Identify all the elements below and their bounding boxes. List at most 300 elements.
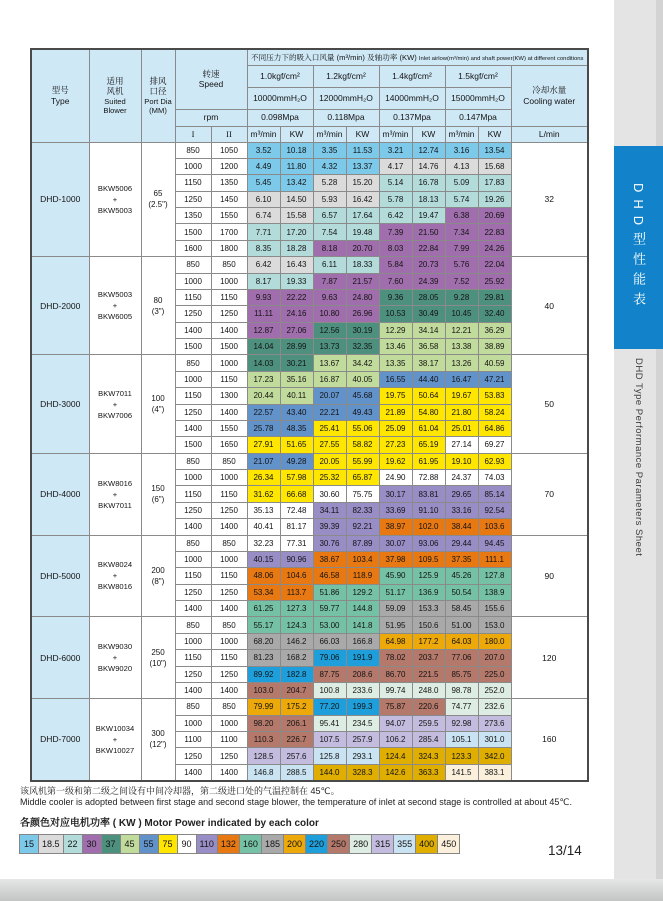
- flow-cell: 29.65: [445, 486, 478, 502]
- speed-ii-cell: 1500: [211, 339, 247, 355]
- flow-cell: 6.38: [445, 208, 478, 224]
- kw-cell: 324.3: [412, 748, 445, 764]
- flow-cell: 51.00: [445, 617, 478, 633]
- kw-cell: 17.83: [478, 175, 511, 191]
- kw-cell: 129.2: [346, 584, 379, 600]
- model-cell: DHD-2000: [31, 257, 89, 355]
- legend-item: 30: [82, 834, 102, 854]
- speed-i-cell: 1400: [175, 682, 211, 698]
- speed-ii-cell: 1150: [211, 650, 247, 666]
- kw-cell: 49.28: [280, 453, 313, 469]
- speed-ii-cell: 1250: [211, 748, 247, 764]
- kw-cell: 61.95: [412, 453, 445, 469]
- flow-cell: 77.06: [445, 650, 478, 666]
- flow-cell: 39.39: [313, 519, 346, 535]
- sidebar-tab-en: [614, 358, 663, 688]
- table-row: [31, 617, 588, 633]
- port-label: 口径: [149, 86, 167, 97]
- flow-cell: 10.45: [445, 306, 478, 322]
- flow-cell: 16.55: [379, 371, 412, 387]
- flow-cell: 16.47: [445, 371, 478, 387]
- flow-cell: 19.10: [445, 453, 478, 469]
- kw-cell: 38.17: [412, 355, 445, 371]
- conditions-span-title: [247, 49, 588, 65]
- kw-cell: 24.80: [346, 289, 379, 305]
- kw-cell: 92.54: [478, 502, 511, 518]
- col-header-type: [31, 49, 89, 142]
- cooling-water-cell: 90: [511, 535, 588, 617]
- kw-cell: 208.6: [346, 666, 379, 682]
- page-number: 13/14: [548, 843, 582, 858]
- flow-cell: 78.02: [379, 650, 412, 666]
- kw-cell: 32.40: [478, 306, 511, 322]
- flow-cell: 105.1: [445, 732, 478, 748]
- flow-cell: 4.49: [247, 158, 280, 174]
- pressure-mpa-2: 0.118Mpa: [313, 109, 379, 126]
- speed-ii-cell: 1800: [211, 240, 247, 256]
- kw-cell: 175.2: [280, 699, 313, 715]
- flow-cell: 13.46: [379, 339, 412, 355]
- kw-cell: 91.10: [412, 502, 445, 518]
- cooling-label-en: Cooling water: [523, 95, 576, 106]
- kw-cell: 19.47: [412, 208, 445, 224]
- kw-cell: 32.35: [346, 339, 379, 355]
- legend-item: 132: [217, 834, 240, 854]
- flow-cell: 13.26: [445, 355, 478, 371]
- kw-cell: 16.78: [412, 175, 445, 191]
- speed-i-cell: 1400: [175, 519, 211, 535]
- port-cell: 250 (10"): [141, 617, 175, 699]
- kw-cell: 233.6: [346, 682, 379, 698]
- speed-ii-cell: 1200: [211, 158, 247, 174]
- flow-cell: 20.44: [247, 388, 280, 404]
- flow-cell: 6.42: [247, 257, 280, 273]
- kw-cell: 55.99: [346, 453, 379, 469]
- flow-cell: 123.3: [445, 748, 478, 764]
- flow-cell: 77.20: [313, 699, 346, 715]
- kw-cell: 57.98: [280, 470, 313, 486]
- kw-cell: 22.04: [478, 257, 511, 273]
- sidebar-tab-cn[interactable]: [614, 146, 663, 349]
- flow-cell: 40.41: [247, 519, 280, 535]
- performance-table: [30, 48, 589, 782]
- kw-cell: 144.8: [346, 601, 379, 617]
- flow-cell: 142.6: [379, 764, 412, 780]
- cooling-water-cell: 160: [511, 699, 588, 781]
- speed-i-cell: 1350: [175, 208, 211, 224]
- kw-cell: 155.6: [478, 601, 511, 617]
- flow-cell: 48.06: [247, 568, 280, 584]
- flow-cell: 7.52: [445, 273, 478, 289]
- flow-cell: 33.16: [445, 502, 478, 518]
- kw-cell: 328.3: [346, 764, 379, 780]
- kw-cell: 153.0: [478, 617, 511, 633]
- flow-cell: 6.42: [379, 208, 412, 224]
- speed-i-cell: 1250: [175, 584, 211, 600]
- flow-cell: 7.60: [379, 273, 412, 289]
- kw-cell: 64.86: [478, 420, 511, 436]
- pressure-mmh2o-2: 12000mmH₂O: [313, 87, 379, 109]
- table-row: [31, 699, 588, 715]
- speed-ii-cell: 1000: [211, 273, 247, 289]
- speed-ii-cell: 1000: [211, 355, 247, 371]
- flow-cell: 5.78: [379, 191, 412, 207]
- kw-cell: 138.9: [478, 584, 511, 600]
- kw-cell: 15.58: [280, 208, 313, 224]
- flow-cell: 53.00: [313, 617, 346, 633]
- kw-cell: 273.6: [478, 715, 511, 731]
- flow-cell: 95.41: [313, 715, 346, 731]
- speed-i-cell: 850: [175, 453, 211, 469]
- port-cell: 65 (2.5"): [141, 142, 175, 257]
- kw-cell: 20.69: [478, 208, 511, 224]
- cooling-label-cn: 冷却水量: [532, 84, 567, 95]
- kw-cell: 17.20: [280, 224, 313, 240]
- flow-cell: 59.09: [379, 601, 412, 617]
- flow-cell: 4.13: [445, 158, 478, 174]
- flow-cell: 5.45: [247, 175, 280, 191]
- speed-ii-cell: 1550: [211, 208, 247, 224]
- flow-cell: 25.78: [247, 420, 280, 436]
- flow-cell: 35.13: [247, 502, 280, 518]
- legend-item: 22: [63, 834, 83, 854]
- flow-cell: 31.62: [247, 486, 280, 502]
- flow-cell: 128.5: [247, 748, 280, 764]
- kw-cell: 66.68: [280, 486, 313, 502]
- flow-cell: 13.35: [379, 355, 412, 371]
- kw-cell: 221.5: [412, 666, 445, 682]
- kw-cell: 85.14: [478, 486, 511, 502]
- speed-i-cell: 850: [175, 699, 211, 715]
- flow-cell: 13.38: [445, 339, 478, 355]
- port-cell: 100 (4"): [141, 355, 175, 453]
- kw-cell: 19.33: [280, 273, 313, 289]
- rpm-label: rpm: [175, 109, 247, 126]
- speed-i-cell: 1250: [175, 666, 211, 682]
- kw-cell: 15.20: [346, 175, 379, 191]
- flow-cell: 68.20: [247, 633, 280, 649]
- pressure-mmh2o-4: 15000mmH₂O: [445, 87, 511, 109]
- flow-cell: 8.18: [313, 240, 346, 256]
- legend-item: 450: [437, 834, 460, 854]
- speed-ii-cell: 1000: [211, 633, 247, 649]
- kw-cell: 19.26: [478, 191, 511, 207]
- flow-cell: 107.5: [313, 732, 346, 748]
- kw-cell: 65.87: [346, 470, 379, 486]
- speed-ii-cell: 850: [211, 699, 247, 715]
- kw-cell: 127.3: [280, 601, 313, 617]
- kw-cell: 22.84: [412, 240, 445, 256]
- kw-cell: 285.4: [412, 732, 445, 748]
- model-cell: DHD-1000: [31, 142, 89, 257]
- speed-i-cell: 1400: [175, 764, 211, 780]
- flow-cell: 6.10: [247, 191, 280, 207]
- kw-cell: 16.42: [346, 191, 379, 207]
- col-header-cooling: [511, 65, 588, 126]
- flow-cell: 51.95: [379, 617, 412, 633]
- speed-ii-cell: 1100: [211, 732, 247, 748]
- port-cell: 200 (8"): [141, 535, 175, 617]
- flow-cell: 30.76: [313, 535, 346, 551]
- flow-cell: 12.21: [445, 322, 478, 338]
- flow-cell: 22.57: [247, 404, 280, 420]
- speed-col-ii: II: [211, 126, 247, 142]
- speed-i-cell: 1000: [175, 633, 211, 649]
- flow-cell: 5.84: [379, 257, 412, 273]
- speed-i-cell: 850: [175, 257, 211, 273]
- flow-cell: 38.97: [379, 519, 412, 535]
- flow-cell: 27.23: [379, 437, 412, 453]
- flow-cell: 99.74: [379, 682, 412, 698]
- flow-cell: 46.58: [313, 568, 346, 584]
- kw-unit-label: KW: [412, 126, 445, 142]
- flow-cell: 12.87: [247, 322, 280, 338]
- kw-cell: 259.5: [412, 715, 445, 731]
- kw-cell: 74.03: [478, 470, 511, 486]
- blower-cell: BKW8024 + BKW8016: [89, 535, 141, 617]
- kw-cell: 19.48: [346, 224, 379, 240]
- kw-cell: 35.16: [280, 371, 313, 387]
- flow-cell: 25.01: [445, 420, 478, 436]
- sidebar-tab-cn-label: DHD型性能表: [631, 182, 646, 313]
- speed-i-cell: 1000: [175, 273, 211, 289]
- speed-label-en: Speed: [198, 79, 224, 90]
- port-cell: 80 (3"): [141, 257, 175, 355]
- flow-cell: 9.28: [445, 289, 478, 305]
- kw-cell: 234.5: [346, 715, 379, 731]
- flow-cell: 51.86: [313, 584, 346, 600]
- speed-ii-cell: 1650: [211, 437, 247, 453]
- kw-cell: 14.76: [412, 158, 445, 174]
- kw-cell: 13.54: [478, 142, 511, 158]
- flow-cell: 20.05: [313, 453, 346, 469]
- kw-cell: 104.6: [280, 568, 313, 584]
- flow-cell: 27.55: [313, 437, 346, 453]
- kw-cell: 36.29: [478, 322, 511, 338]
- kw-cell: 125.9: [412, 568, 445, 584]
- kw-cell: 20.73: [412, 257, 445, 273]
- pressure-kgf-3: 1.4kgf/cm²: [379, 65, 445, 87]
- kw-cell: 77.31: [280, 535, 313, 551]
- flow-cell: 24.90: [379, 470, 412, 486]
- speed-label-cn: 转速: [202, 68, 220, 79]
- table-row: [31, 257, 588, 273]
- kw-cell: 28.05: [412, 289, 445, 305]
- speed-ii-cell: 1250: [211, 584, 247, 600]
- legend-item: 45: [120, 834, 140, 854]
- speed-ii-cell: 1250: [211, 502, 247, 518]
- flow-cell: 53.34: [247, 584, 280, 600]
- kw-cell: 150.6: [412, 617, 445, 633]
- kw-cell: 146.2: [280, 633, 313, 649]
- flow-cell: 6.57: [313, 208, 346, 224]
- kw-cell: 30.19: [346, 322, 379, 338]
- flow-cell: 17.23: [247, 371, 280, 387]
- flow-cell: 64.98: [379, 633, 412, 649]
- kw-cell: 102.0: [412, 519, 445, 535]
- kw-cell: 93.06: [412, 535, 445, 551]
- col-header-speed: [175, 49, 247, 109]
- speed-ii-cell: 850: [211, 617, 247, 633]
- flow-cell: 24.37: [445, 470, 478, 486]
- kw-cell: 342.0: [478, 748, 511, 764]
- flow-cell: 50.54: [445, 584, 478, 600]
- kw-cell: 103.4: [346, 551, 379, 567]
- port-label-unit: (MM): [149, 106, 167, 116]
- kw-cell: 199.3: [346, 699, 379, 715]
- table-row: [31, 453, 588, 469]
- kw-cell: 40.59: [478, 355, 511, 371]
- model-cell: DHD-4000: [31, 453, 89, 535]
- flow-cell: 11.11: [247, 306, 280, 322]
- speed-i-cell: 1150: [175, 388, 211, 404]
- flow-cell: 25.09: [379, 420, 412, 436]
- kw-cell: 69.27: [478, 437, 511, 453]
- flow-cell: 30.07: [379, 535, 412, 551]
- span-title-en: Inlet airlow(m³/min) and shaft power(KW) at different conditions: [418, 55, 584, 62]
- flow-cell: 94.07: [379, 715, 412, 731]
- pressure-kgf-1: 1.0kgf/cm²: [247, 65, 313, 87]
- flow-cell: 61.25: [247, 601, 280, 617]
- speed-i-cell: 1500: [175, 339, 211, 355]
- speed-ii-cell: 1250: [211, 666, 247, 682]
- speed-i-cell: 1250: [175, 191, 211, 207]
- kw-cell: 136.9: [412, 584, 445, 600]
- blower-cell: BKW5003 + BKW6005: [89, 257, 141, 355]
- speed-i-cell: 850: [175, 617, 211, 633]
- span-title-cn: 不同压力下的吸入口风量 (m³/min) 及轴功率 (KW): [251, 52, 419, 62]
- blower-cell: BKW10034 + BKW10027: [89, 699, 141, 781]
- kw-cell: 301.0: [478, 732, 511, 748]
- speed-ii-cell: 1150: [211, 568, 247, 584]
- kw-cell: 27.06: [280, 322, 313, 338]
- flow-cell: 45.90: [379, 568, 412, 584]
- flow-cell: 59.77: [313, 601, 346, 617]
- speed-i-cell: 1000: [175, 551, 211, 567]
- kw-cell: 225.0: [478, 666, 511, 682]
- flow-cell: 7.34: [445, 224, 478, 240]
- pressure-mmh2o-3: 14000mmH₂O: [379, 87, 445, 109]
- flow-unit-label: m³/min: [445, 126, 478, 142]
- flow-cell: 3.52: [247, 142, 280, 158]
- flow-cell: 20.07: [313, 388, 346, 404]
- flow-cell: 124.4: [379, 748, 412, 764]
- flow-cell: 6.74: [247, 208, 280, 224]
- speed-ii-cell: 1350: [211, 175, 247, 191]
- speed-i-cell: 1150: [175, 175, 211, 191]
- flow-cell: 5.76: [445, 257, 478, 273]
- kw-cell: 24.16: [280, 306, 313, 322]
- flow-cell: 21.80: [445, 404, 478, 420]
- kw-unit-label: KW: [346, 126, 379, 142]
- blower-cell: BKW8016 + BKW7011: [89, 453, 141, 535]
- legend-title: 各颜色对应电机功率 ( KW ) Motor Power indicated by each color: [20, 818, 319, 829]
- kw-cell: 11.53: [346, 142, 379, 158]
- kw-cell: 124.3: [280, 617, 313, 633]
- kw-cell: 363.3: [412, 764, 445, 780]
- blower-label-en: Suited: [104, 96, 126, 106]
- kw-cell: 58.82: [346, 437, 379, 453]
- kw-unit-label: KW: [478, 126, 511, 142]
- cooling-water-cell: 70: [511, 453, 588, 535]
- flow-cell: 37.98: [379, 551, 412, 567]
- kw-cell: 26.96: [346, 306, 379, 322]
- flow-cell: 98.78: [445, 682, 478, 698]
- flow-cell: 7.54: [313, 224, 346, 240]
- flow-cell: 27.91: [247, 437, 280, 453]
- type-label-en: Type: [51, 95, 70, 106]
- kw-cell: 58.24: [478, 404, 511, 420]
- page-bottom-edge: [0, 879, 663, 901]
- flow-cell: 10.80: [313, 306, 346, 322]
- kw-cell: 29.81: [478, 289, 511, 305]
- flow-cell: 92.98: [445, 715, 478, 731]
- kw-cell: 207.0: [478, 650, 511, 666]
- speed-i-cell: 850: [175, 142, 211, 158]
- flow-cell: 5.28: [313, 175, 346, 191]
- flow-cell: 33.69: [379, 502, 412, 518]
- legend-item: 55: [139, 834, 159, 854]
- speed-ii-cell: 1400: [211, 404, 247, 420]
- kw-cell: 226.7: [280, 732, 313, 748]
- flow-cell: 34.11: [313, 502, 346, 518]
- legend-item: 75: [158, 834, 178, 854]
- flow-cell: 89.92: [247, 666, 280, 682]
- pressure-kgf-2: 1.2kgf/cm²: [313, 65, 379, 87]
- speed-i-cell: 850: [175, 355, 211, 371]
- model-cell: DHD-7000: [31, 699, 89, 781]
- legend-item: 18.5: [38, 834, 64, 854]
- kw-cell: 36.58: [412, 339, 445, 355]
- cooling-water-cell: 120: [511, 617, 588, 699]
- speed-ii-cell: 1050: [211, 142, 247, 158]
- flow-cell: 81.23: [247, 650, 280, 666]
- flow-cell: 5.09: [445, 175, 478, 191]
- speed-ii-cell: 1400: [211, 682, 247, 698]
- port-label: 排风: [149, 75, 167, 86]
- flow-cell: 75.87: [379, 699, 412, 715]
- flow-cell: 86.70: [379, 666, 412, 682]
- flow-unit-label: m³/min: [379, 126, 412, 142]
- kw-cell: 48.35: [280, 420, 313, 436]
- flow-cell: 30.60: [313, 486, 346, 502]
- flow-cell: 7.99: [445, 240, 478, 256]
- kw-cell: 34.42: [346, 355, 379, 371]
- kw-cell: 21.57: [346, 273, 379, 289]
- kw-cell: 111.1: [478, 551, 511, 567]
- kw-cell: 22.22: [280, 289, 313, 305]
- flow-cell: 25.41: [313, 420, 346, 436]
- flow-cell: 38.67: [313, 551, 346, 567]
- port-cell: 150 (6"): [141, 453, 175, 535]
- flow-cell: 22.21: [313, 404, 346, 420]
- kw-cell: 103.6: [478, 519, 511, 535]
- kw-cell: 153.3: [412, 601, 445, 617]
- pressure-mpa-1: 0.098Mpa: [247, 109, 313, 126]
- flow-cell: 7.71: [247, 224, 280, 240]
- blower-cell: BKW9030 + BKW9020: [89, 617, 141, 699]
- flow-cell: 85.75: [445, 666, 478, 682]
- speed-i-cell: 1000: [175, 470, 211, 486]
- flow-cell: 38.44: [445, 519, 478, 535]
- kw-cell: 12.74: [412, 142, 445, 158]
- speed-i-cell: 1600: [175, 240, 211, 256]
- flow-cell: 100.8: [313, 682, 346, 698]
- flow-cell: 21.89: [379, 404, 412, 420]
- kw-cell: 38.89: [478, 339, 511, 355]
- kw-cell: 65.19: [412, 437, 445, 453]
- flow-cell: 3.16: [445, 142, 478, 158]
